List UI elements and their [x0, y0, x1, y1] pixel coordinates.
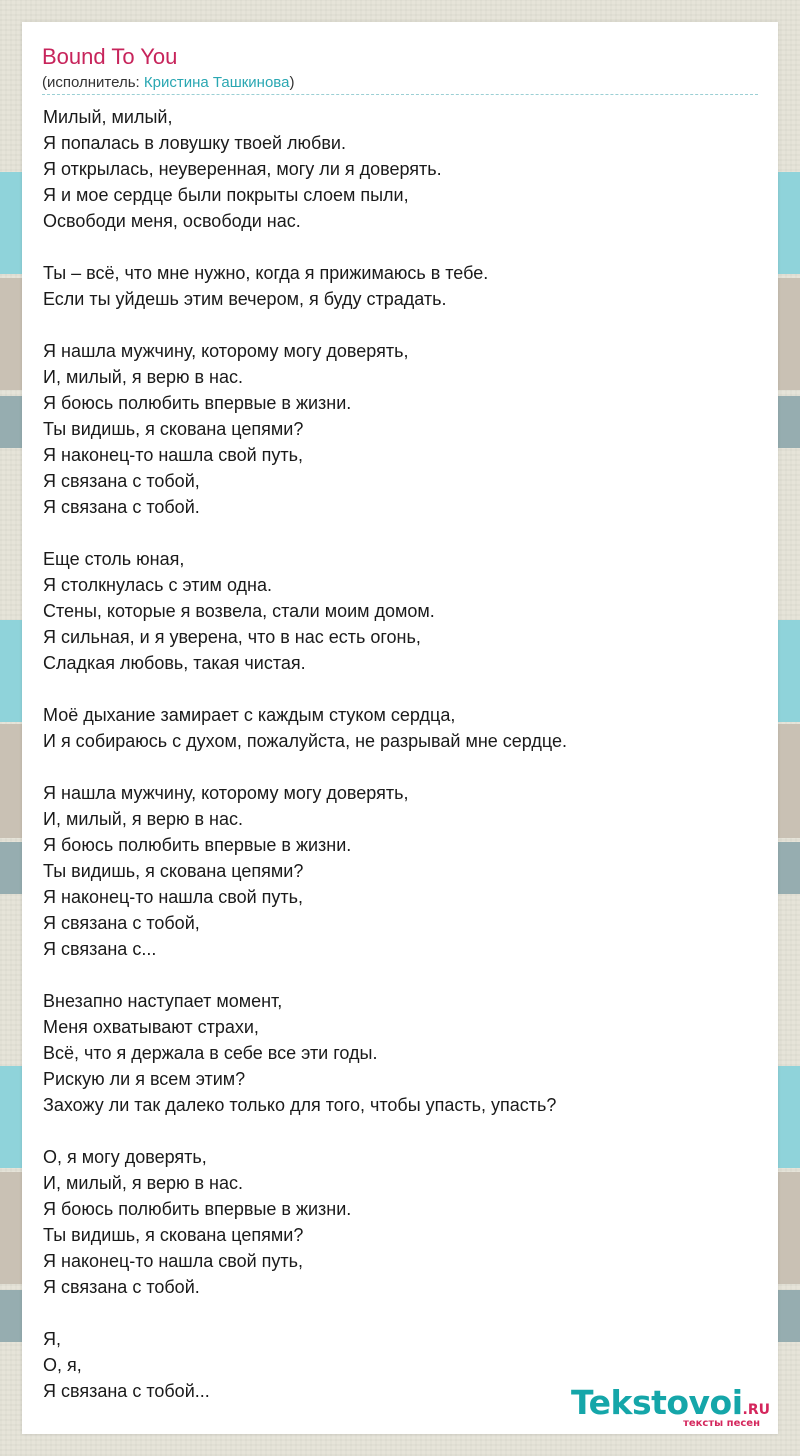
lyric-line: Я связана с тобой, [43, 471, 200, 491]
stanza-gap [43, 1300, 763, 1326]
stanza-gap [43, 754, 763, 780]
lyric-line: Я нашла мужчину, которому могу доверять, [43, 341, 409, 361]
lyrics-text [43, 104, 763, 1404]
lyric-line: Я открылась, неуверенная, могу ли я доверять. [43, 159, 442, 179]
lyric-line: Ты видишь, я скована цепями? [43, 1225, 304, 1245]
lyric-line: Ты видишь, я скована цепями? [43, 861, 304, 881]
lyric-line: Моё дыхание замирает с каждым стуком сердца, [43, 705, 456, 725]
lyric-line: И, милый, я верю в нас. [43, 1173, 244, 1193]
logo-brand: Tekstovoi [570, 1383, 743, 1422]
stanza-gap [43, 1118, 763, 1144]
lyric-line: Я связана с... [43, 939, 157, 959]
lyrics-card [22, 22, 778, 1434]
lyric-line: Освободи меня, освободи нас. [43, 211, 301, 231]
lyric-line: Я боюсь полюбить впервые в жизни. [43, 835, 352, 855]
lyric-line: Сладкая любовь, такая чистая. [43, 653, 306, 673]
artist-line [42, 74, 758, 95]
tekstovoi-logo[interactable] [570, 1383, 770, 1431]
lyric-line: Я попалась в ловушку твоей любви. [43, 133, 346, 153]
song-title: Bound To You [42, 44, 178, 69]
lyric-line: И я собираюсь с духом, пожалуйста, не разрывай мне сердце. [43, 731, 568, 751]
lyric-line: Рискую ли я всем этим? [43, 1069, 246, 1089]
lyric-line: Я наконец-то нашла свой путь, [43, 1251, 304, 1271]
lyric-line: Милый, милый, [43, 107, 173, 127]
lyric-line: Меня охватывают страхи, [43, 1017, 259, 1037]
lyric-line: Стены, которые я возвела, стали моим домом. [43, 601, 435, 621]
lyric-line: Еще столь юная, [43, 549, 185, 569]
lyric-line: Я боюсь полюбить впервые в жизни. [43, 1199, 352, 1219]
lyric-line: Я наконец-то нашла свой путь, [43, 445, 304, 465]
artist-suffix: ) [289, 74, 295, 91]
stanza-gap [43, 520, 763, 546]
lyric-line: О, я могу доверять, [43, 1147, 207, 1167]
stanza-gap [43, 962, 763, 988]
lyric-line: Ты – всё, что мне нужно, когда я прижимаюсь в тебе. [43, 263, 489, 283]
lyric-line: И, милый, я верю в нас. [43, 367, 244, 387]
logo-tagline: тексты песен [683, 1418, 760, 1429]
lyric-line: Я связана с тобой... [43, 1381, 210, 1401]
lyric-line: Я боюсь полюбить впервые в жизни. [43, 393, 352, 413]
lyric-line: Я наконец-то нашла свой путь, [43, 887, 304, 907]
artist-link[interactable]: Кристина Ташкинова [143, 74, 290, 91]
lyric-line: Я и мое сердце были покрыты слоем пыли, [43, 185, 409, 205]
lyric-line: Всё, что я держала в себе все эти годы. [43, 1043, 378, 1063]
lyric-line: Я связана с тобой. [43, 497, 200, 517]
lyric-line: Я сильная, и я уверена, что в нас есть огонь, [43, 627, 421, 647]
stanza-gap [43, 234, 763, 260]
stanza-gap [43, 312, 763, 338]
logo-tld: .RU [742, 1402, 770, 1418]
lyric-line: Внезапно наступает момент, [43, 991, 283, 1011]
lyric-line: Я связана с тобой, [43, 913, 200, 933]
lyric-line: Я нашла мужчину, которому могу доверять, [43, 783, 409, 803]
lyric-line: Я, [43, 1329, 61, 1349]
stanza-gap [43, 676, 763, 702]
lyric-line: Я связана с тобой. [43, 1277, 200, 1297]
lyric-line: Ты видишь, я скована цепями? [43, 419, 304, 439]
lyric-line: Я столкнулась с этим одна. [43, 575, 273, 595]
lyric-line: И, милый, я верю в нас. [43, 809, 244, 829]
lyric-line: Захожу ли так далеко только для того, чтобы упасть, упасть? [43, 1095, 557, 1115]
lyric-line: О, я, [43, 1355, 82, 1375]
artist-prefix: (исполнитель: [42, 74, 144, 91]
lyric-line: Если ты уйдешь этим вечером, я буду страдать. [43, 289, 447, 309]
